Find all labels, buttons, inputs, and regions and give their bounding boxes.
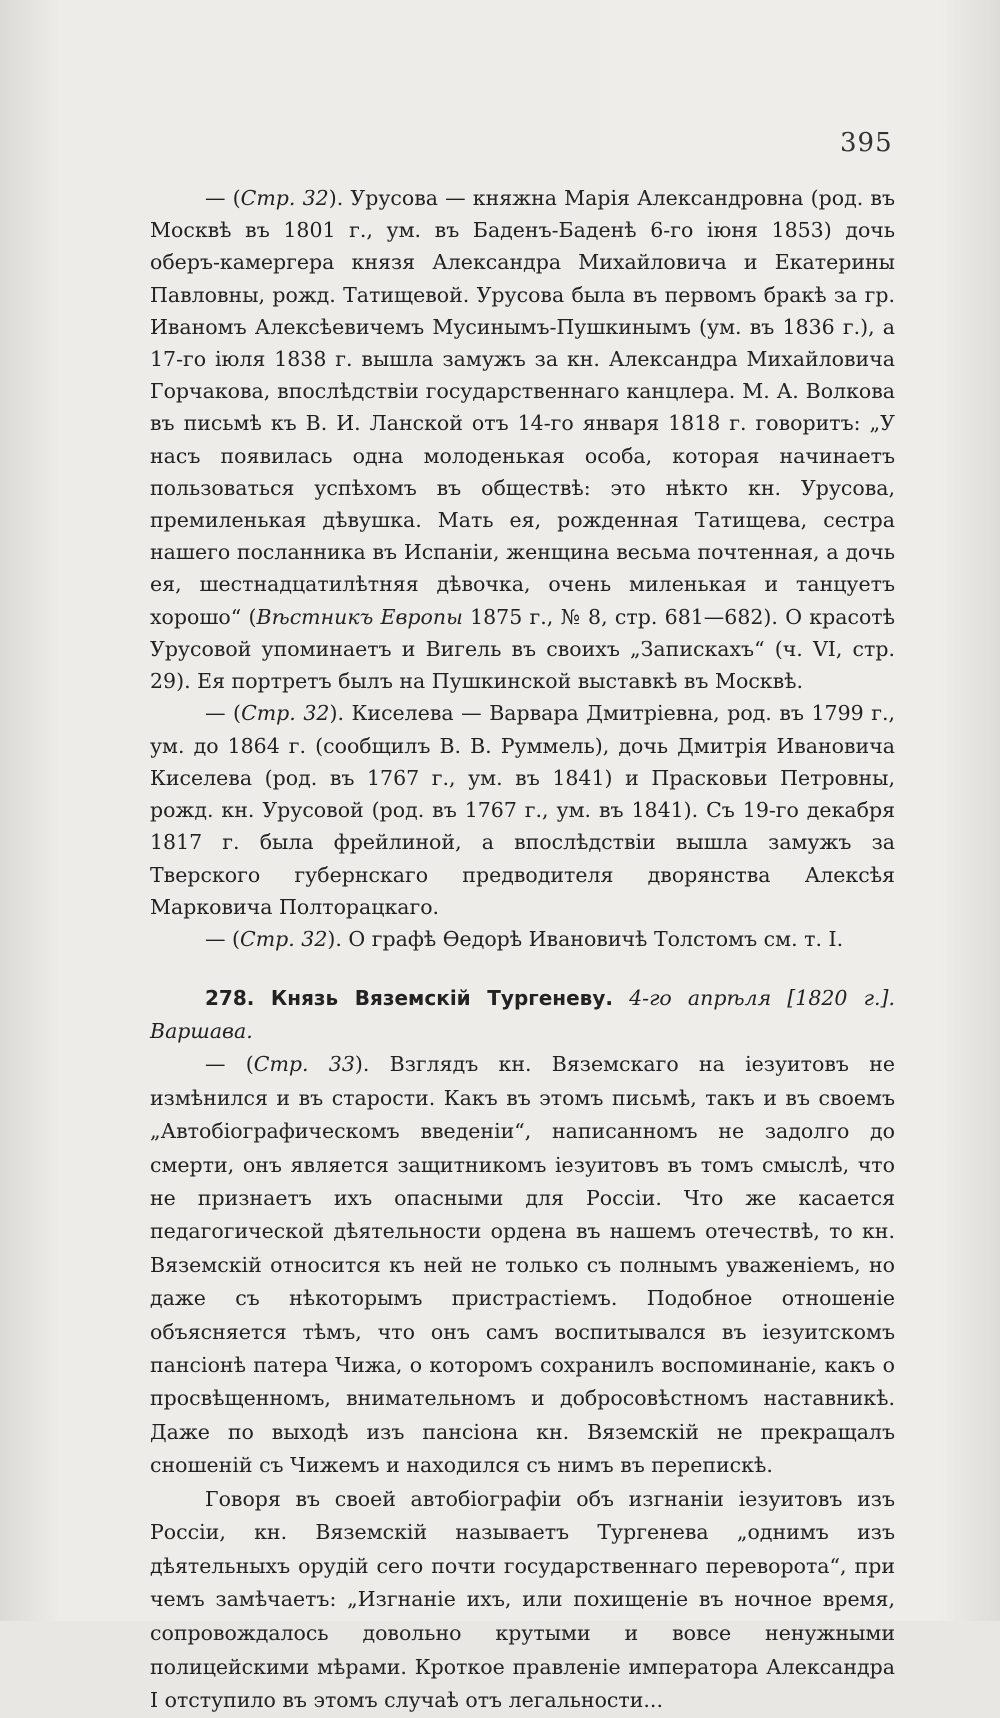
note-dash-close: ).	[354, 1052, 370, 1077]
note-dash: — (	[205, 1052, 254, 1077]
letter-date: 4-го апрѣля [1820 г.]. Варшава.	[150, 986, 895, 1044]
note-dash: — (	[205, 927, 241, 952]
letter-commentary-paragraph-2: Говоря въ своей автобіографіи объ изгнаніи іезуитовъ изъ Россіи, кн. Вяземскій называетъ Тургенева „однимъ изъ дѣятельныхъ орудій сего почти государственнаго переворота“, при чемъ замѣчаетъ: „Изгнаніе ихъ, или похищеніе въ ночное время, сопровождалось довольно крутыми и вовсе ненужными полицейскими мѣрами. Кроткое правленіе императора Александра I отступило въ этомъ случаѣ отъ легальности...	[150, 1486, 895, 1713]
note-text: О графѣ Ѳедорѣ Ивановичѣ Толстомъ см. т. I.	[341, 927, 844, 952]
note-kiseleva	[150, 697, 895, 923]
page-number: 395	[840, 128, 893, 158]
page-ref: Стр. 32	[240, 186, 329, 210]
note-dash-close: ).	[329, 701, 344, 726]
journal-title: Вѣстникъ Европы	[256, 604, 463, 629]
note-tolstoy	[150, 923, 895, 955]
note-dash: — (	[205, 186, 241, 210]
note-text-continued: 1875 г., № 8, стр. 681—682). О красотѣ Урусовой упоминаетъ и Вигель въ своихъ „Запискахъ“ (ч. VI, стр. 29). Ея портретъ былъ на Пушкинской выставкѣ въ Москвѣ.	[150, 604, 895, 694]
note-dash-close: ).	[327, 927, 342, 952]
letter-title: 278. Князь Вяземскій Тургеневу.	[205, 986, 613, 1011]
note-dash: — (	[205, 701, 242, 726]
letter-heading	[150, 982, 895, 1048]
note-text: Киселева — Варвара Дмитріевна, род. въ 1799 г., ум. до 1864 г. (сообщилъ В. В. Руммель), дочь Дмитрія Ивановича Киселева (род. въ 1767 г., ум. въ 1841) и Прасковьи Петровны, рожд. кн. Урусовой (род. въ 1767 г., ум. въ 1841). Съ 19-го декабря 1817 г. была фрейлиной, а впослѣдствіи вышла замужъ за Тверского губернскаго предводителя дворянства Алексѣя Марковича Полторацкаго.	[150, 701, 895, 920]
page-text	[150, 182, 895, 1718]
page-ref: Стр. 32	[240, 927, 328, 952]
note-dash-close: ).	[328, 186, 344, 210]
page-ref: Стр. 32	[241, 701, 330, 726]
note-urusova	[150, 182, 895, 697]
letter-commentary	[150, 1048, 895, 1482]
note-text: Урусова — княжна Марія Александровна (род. въ Москвѣ въ 1801 г., ум. въ Баденъ-Баденѣ 6-го іюня 1853) дочь оберъ-камергера князя Александра Михайловича и Екатерины Павловны, рожд. Татищевой. Урусова была въ первомъ бракѣ за гр. Иваномъ Алексѣевичемъ Мусинымъ-Пушкинымъ (ум. въ 1836 г.), а 17-го іюля 1838 г. вышла замужъ за кн. Александра Михайловича Горчакова, впослѣдствіи государственнаго канцлера. М. А. Волкова въ письмѣ къ В. И. Ланской отъ 14-го января 1818 г. говоритъ: „У насъ появилась одна молоденькая особа, которая начинаетъ пользоваться успѣхомъ въ обществѣ: это нѣкто кн. Урусова, премиленькая дѣвушка. Мать ея, рожденная Татищева, сестра нашего посланника въ Испаніи, женщина весьма почтенная, а дочь ея, шестнадцатилѣтняя дѣвочка, очень миленькая и танцуетъ хорошо“ (	[150, 186, 896, 629]
page-ref: Стр. 33	[253, 1052, 355, 1077]
note-text: Взглядъ кн. Вяземскаго на іезуитовъ не измѣнился и въ старости. Какъ въ этомъ письмѣ, такъ и въ своемъ „Автобіографическомъ введеніи“, написанномъ не задолго до смерти, онъ является защитникомъ іезуитовъ въ томъ смыслѣ, что не признаетъ ихъ опасными для Россіи. Что же касается педагогической дѣятельности ордена въ нашемъ отечествѣ, то кн. Вяземскій относится къ ней не только съ полнымъ уваженіемъ, но даже съ нѣкоторымъ пристрастіемъ. Подобное отношеніе объясняется тѣмъ, что онъ самъ воспитывался въ іезуитскомъ пансіонѣ патера Чижа, о которомъ сохранилъ воспоминаніе, какъ о просвѣщенномъ, внимательномъ и добросовѣстномъ наставникѣ. Даже по выходѣ изъ пансіона кн. Вяземскій не прекращалъ сношеній съ Чижемъ и находился съ нимъ въ перепискѣ.	[150, 1052, 895, 1478]
